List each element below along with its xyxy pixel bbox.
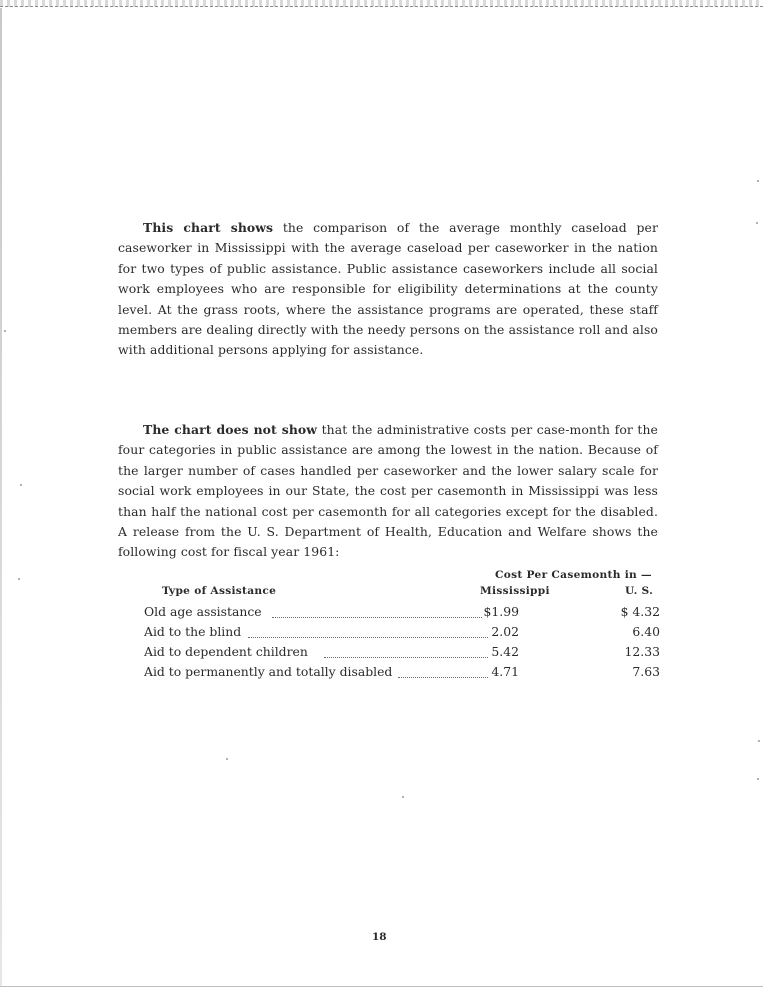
row-us-cost: 7.63 <box>632 664 660 679</box>
paragraph-chart-shows <box>118 218 658 361</box>
table-header-us: U. S. <box>625 585 654 597</box>
scan-left-edge <box>0 8 2 986</box>
row-type: Old age assistance <box>144 604 262 619</box>
scan-speck <box>226 758 228 760</box>
row-mississippi-cost: 2.02 <box>491 624 519 639</box>
leader-dots <box>272 616 490 618</box>
row-us-cost: 6.40 <box>632 624 660 639</box>
paragraph-chart-does-not-show <box>118 420 658 563</box>
scan-top-border <box>0 0 763 7</box>
table-header-type: Type of Assistance <box>162 585 277 597</box>
table-group-header: Cost Per Casemonth in — <box>495 569 652 581</box>
row-mississippi-cost: 5.42 <box>491 644 519 659</box>
row-us-cost: 12.33 <box>624 644 660 659</box>
scan-speck <box>758 740 760 742</box>
scan-speck <box>4 330 6 332</box>
paragraph-lead: This chart shows <box>143 220 274 235</box>
table-row <box>144 624 664 644</box>
row-mississippi-cost: 4.71 <box>491 664 519 679</box>
row-us-cost: $ 4.32 <box>620 604 660 619</box>
leader-dots <box>398 676 494 678</box>
scan-bottom-border <box>0 986 763 990</box>
paragraph-body: that the administrative costs per case-month for the four categories in public assistance are among the lowest in the nation. Because of the larger number of cases handled per caseworker and the lower salary scale for social work employees in our State, the cost per casemonth in Mississippi was less than half the national cost per casemonth for all categories except for the disabled. A release from the U. S. Department of Health, Education and Welfare shows the following cost for fiscal year 1961: <box>118 422 658 560</box>
row-type: Aid to permanently and totally disabled <box>144 664 393 679</box>
leader-dots <box>248 636 494 638</box>
scan-speck <box>20 484 22 486</box>
scan-speck <box>18 578 20 580</box>
row-mississippi-cost: $1.99 <box>483 604 519 619</box>
table-row <box>144 644 664 664</box>
paragraph-body: the comparison of the average monthly caseload per caseworker in Mississippi with the average caseload per caseworker in the nation for two types of public assistance. Public assistance caseworkers include all social work employees who are responsible for eligibility determinations at the county level. At the grass roots, where the assistance programs are operated, these staff members are dealing directly with the needy persons on the assistance roll and also with additional persons applying for assistance. <box>118 220 658 358</box>
scan-speck <box>756 222 758 224</box>
leader-dots <box>324 656 494 658</box>
scan-speck <box>757 180 759 182</box>
table-row <box>144 664 664 684</box>
row-type: Aid to dependent children <box>144 644 308 659</box>
scan-speck <box>402 796 404 798</box>
paragraph-lead: The chart does not show <box>143 422 318 437</box>
row-type: Aid to the blind <box>144 624 242 639</box>
scan-speck <box>757 778 759 780</box>
page-number: 18 <box>372 931 387 943</box>
table-header-mississippi: Mississippi <box>480 585 550 597</box>
table-row <box>144 604 664 624</box>
